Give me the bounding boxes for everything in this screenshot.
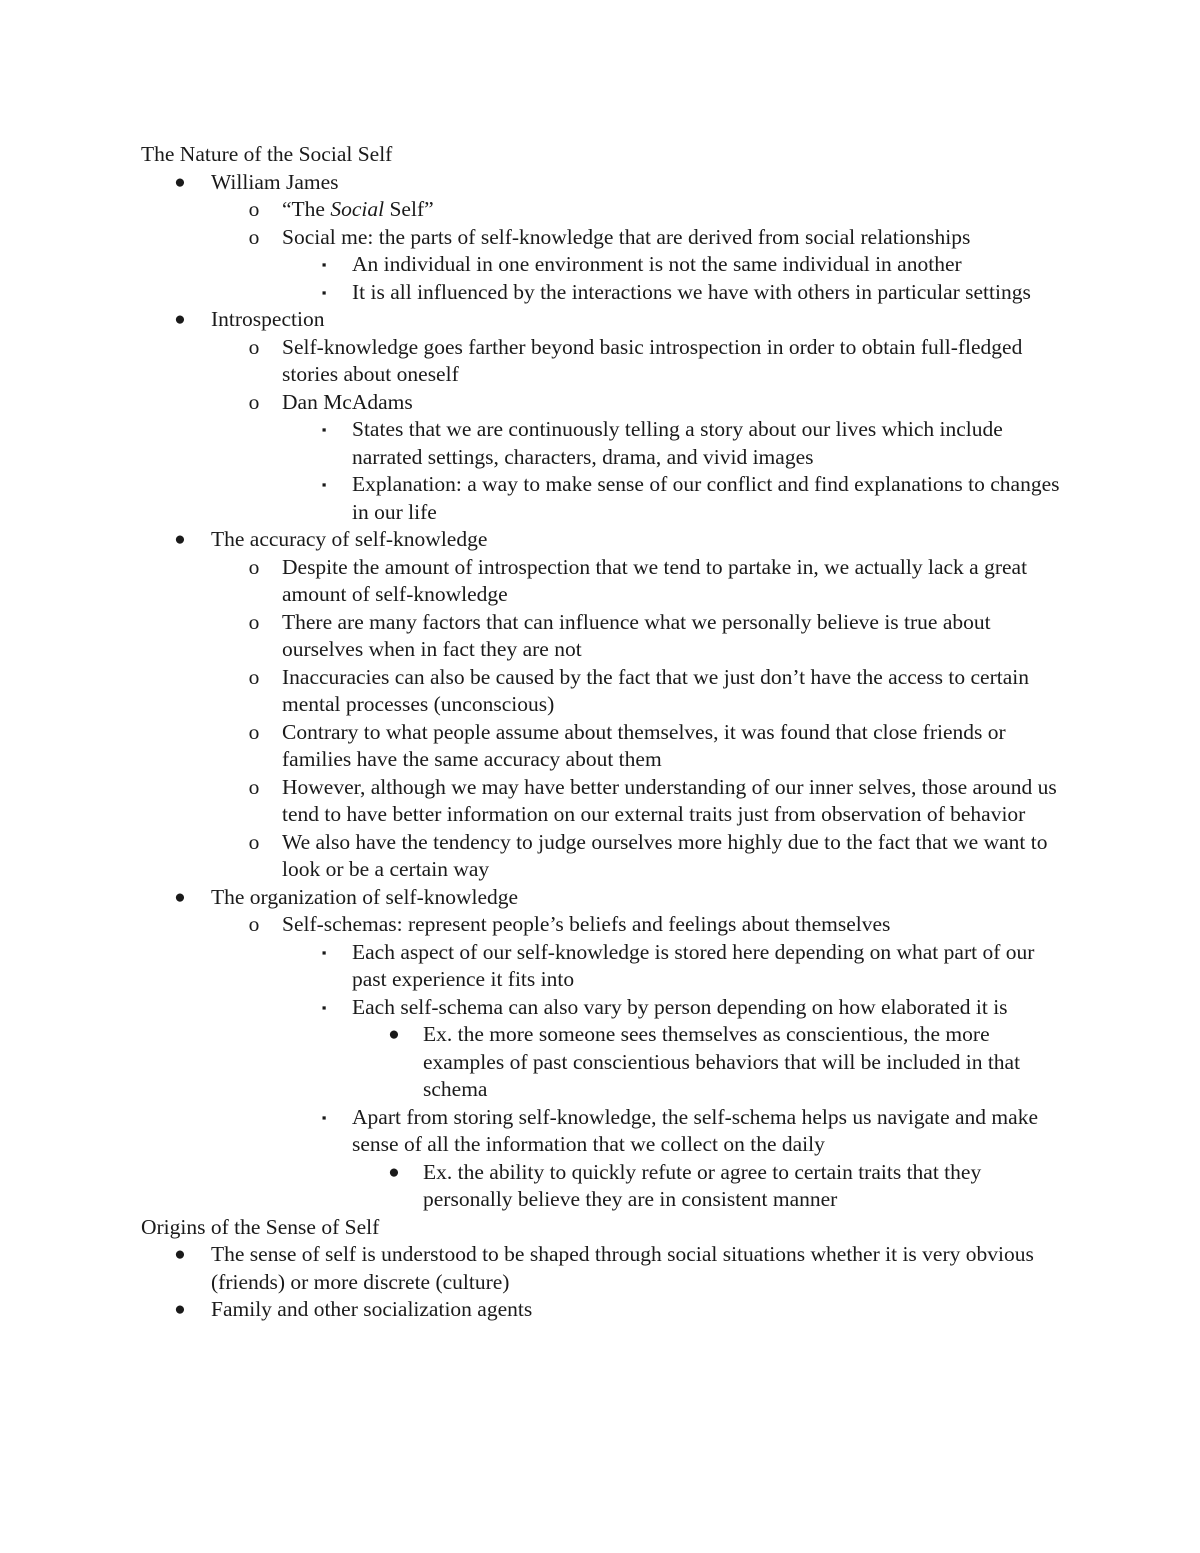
bullet-icon: ● — [174, 529, 186, 550]
list-item: o Despite the amount of introspection that we tend to partake in, we actually lack a great amount of self-knowledge — [0, 554, 1200, 609]
section-heading: Origins of the Sense of Self — [141, 1214, 380, 1239]
square-bullet-icon: ▪ — [321, 999, 327, 1015]
list-item: ● The organization of self-knowledge — [0, 884, 1200, 912]
bullet-icon: ● — [174, 309, 186, 330]
list-item: o There are many factors that can influence what we personally believe is true about ourselves when in fact they are not — [0, 609, 1200, 664]
list-item: o Contrary to what people assume about themselves, it was found that close friends or families have the same accuracy about them — [0, 719, 1200, 774]
circle-bullet-icon: o — [248, 224, 260, 249]
bullet-icon: ● — [174, 1299, 186, 1320]
list-item: ▪ Each self-schema can also vary by person depending on how elaborated it is — [0, 994, 1200, 1022]
list-item: ▪ Apart from storing self-knowledge, the self-schema helps us navigate and make sense of all the information that we collect on the daily — [0, 1104, 1200, 1159]
list-item: o We also have the tendency to judge ourselves more highly due to the fact that we want to look or be a certain way — [0, 829, 1200, 884]
document-page — [0, 141, 1200, 1324]
circle-bullet-icon: o — [248, 609, 260, 634]
square-bullet-icon: ▪ — [321, 284, 327, 300]
circle-bullet-icon: o — [248, 774, 260, 799]
square-bullet-icon: ▪ — [321, 257, 327, 272]
list-item: ▪ Each aspect of our self-knowledge is stored here depending on what part of our past experience it fits into — [0, 939, 1200, 994]
list-item: ▪ Explanation: a way to make sense of our conflict and find explanations to changes in our life — [0, 471, 1200, 526]
list-item: ● Family and other socialization agents — [0, 1296, 1200, 1324]
list-item: o “The Social Self” — [0, 196, 1200, 224]
list-item: ▪ An individual in one environment is not the same individual in another — [0, 251, 1200, 279]
bullet-icon: ● — [388, 1161, 400, 1183]
bullet-icon: ● — [174, 1244, 186, 1265]
bullet-icon: ● — [174, 886, 186, 908]
circle-bullet-icon: o — [248, 197, 260, 221]
list-item: o Social me: the parts of self-knowledge that are derived from social relationships — [0, 224, 1200, 252]
circle-bullet-icon: o — [248, 912, 260, 936]
list-item: ● Ex. the more someone sees themselves as conscientious, the more examples of past conscientious behaviors that will be included in that schema — [0, 1021, 1200, 1104]
list-item: ● Ex. the ability to quickly refute or agree to certain traits that they personally believe they are in consistent manner — [0, 1159, 1200, 1214]
circle-bullet-icon: o — [248, 664, 260, 689]
bullet-icon: ● — [388, 1024, 400, 1045]
list-item: ● Introspection — [0, 306, 1200, 334]
list-item: ▪ States that we are continuously telling a story about our lives which include narrated settings, characters, drama, and vivid images — [0, 416, 1200, 471]
bullet-icon: ● — [174, 171, 186, 193]
list-item: ● The sense of self is understood to be shaped through social situations whether it is very obvious (friends) or more discrete (culture) — [0, 1241, 1200, 1296]
square-bullet-icon: ▪ — [321, 477, 327, 492]
square-bullet-icon: ▪ — [321, 944, 327, 960]
list-item: ● The accuracy of self-knowledge — [0, 526, 1200, 554]
circle-bullet-icon: o — [248, 719, 260, 744]
list-item: o Self-schemas: represent people’s beliefs and feelings about themselves — [0, 911, 1200, 939]
circle-bullet-icon: o — [248, 829, 260, 854]
square-bullet-icon: ▪ — [321, 422, 327, 437]
list-item: o Dan McAdams — [0, 389, 1200, 417]
square-bullet-icon: ▪ — [321, 1109, 327, 1125]
circle-bullet-icon: o — [248, 389, 260, 414]
list-item: o Inaccuracies can also be caused by the fact that we just don’t have the access to certain mental processes (unconscious) — [0, 664, 1200, 719]
section-heading: The Nature of the Social Self — [141, 142, 393, 166]
list-item: ● William James — [0, 169, 1200, 197]
circle-bullet-icon: o — [248, 334, 260, 359]
list-item: o However, although we may have better understanding of our inner selves, those around us tend to have better information on our external traits just from observation of behavior — [0, 774, 1200, 829]
list-item: o Self-knowledge goes farther beyond basic introspection in order to obtain full-fledged stories about oneself — [0, 334, 1200, 389]
list-item: ▪ It is all influenced by the interactions we have with others in particular settings — [0, 279, 1200, 307]
circle-bullet-icon: o — [248, 554, 260, 579]
